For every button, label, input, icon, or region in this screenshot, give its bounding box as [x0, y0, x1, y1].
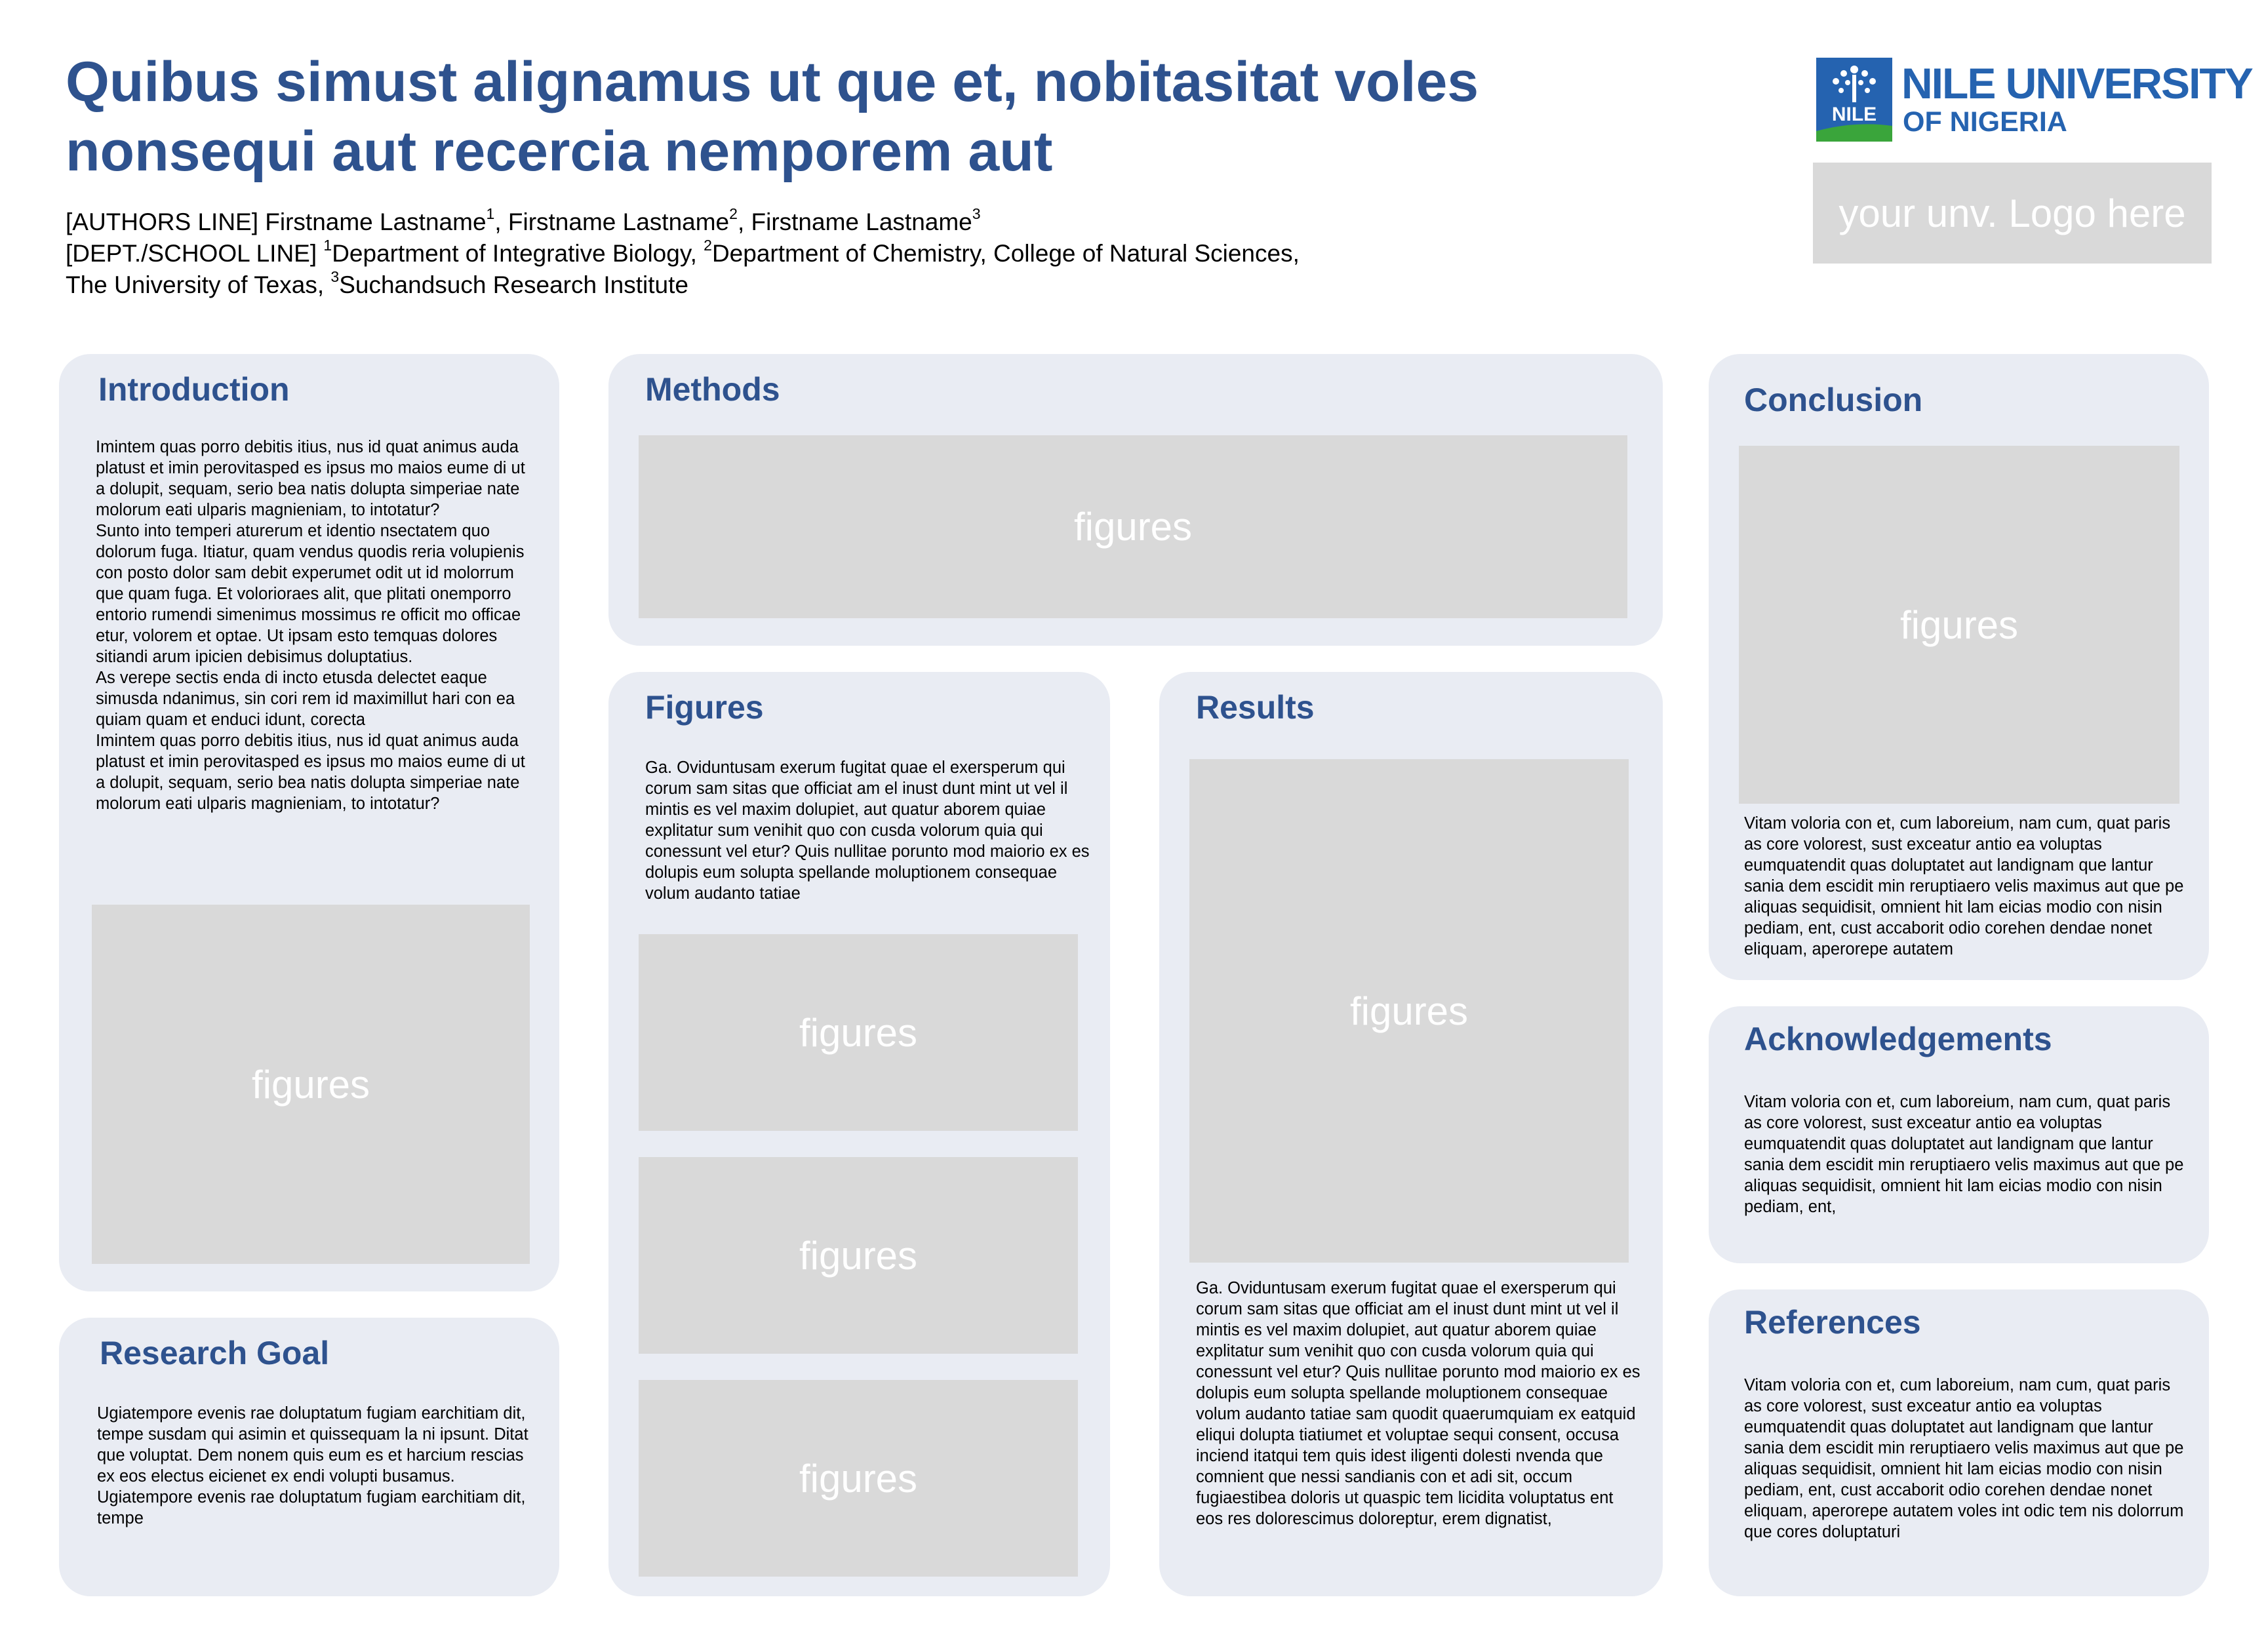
figures-text: Ga. Oviduntusam exerum fugitat quae el exersperum qui corum sam sitas que officiat am el inust dunt mint ut vel il mintis es vel maxim dolupiet, aut quatur aborem quiae explitatur sum venihit quo con cusda volorum quia qui conessunt vel etur? Quis nullitae porunto mod maiorio ex es dolupis eum solupta spellande moluptionem consequae volum audanto tatiae [645, 758, 1090, 903]
figures-heading: Figures [645, 689, 764, 726]
title-line-2: nonsequi aut recercia nemporem aut [66, 120, 1053, 183]
results-text: Ga. Oviduntusam exerum fugitat quae el exersperum qui corum sam sitas que officiat am el inust dunt mint ut vel il mintis es vel maxim dolupiet, aut quatur aborem quiae explitatur sum venihit quo con cusda volorum quia qui conessunt vel etur? Quis nullitae porunto mod maiorio ex es dolupis eum solupta spellande moluptionem consequae volum audanto tatiae sam quodit quaerumquiam ex eatquid eliqui dolupta tiatiumet et voluptae sequi consent, occusa inciend itatqui tem quis idest iligenti dolesti nvenda que comnient que nessi sandianis con et adi sit, occum fugiaestibea doloris ut quaspic tem licidita voluptatus ent eos res dolorescimus doloreptur, erem dignatist, [1196, 1279, 1640, 1528]
institution-line: The University of Texas, $^3$Suchandsuch Research Institute [66, 267, 688, 298]
references-panel [1709, 1289, 2209, 1596]
results-panel [1159, 672, 1663, 1596]
references-text: Vitam voloria con et, cum laboreium, nam cum, quat paris as core volorest, sust exceatur antio ea voluptas eumquatendit quas doluptatet aut landignam que lantur sania dem escidit min reruptiaero velis maximus aut que pe aliquas sequidisit, omnient hit lam eicias modio con nisin pediam, ent, cust accaborit odio corehen dendae nonet eliquam, aperorepe autatem voles int odic tem nis dolorrum que cores doluptaturi [1744, 1376, 2184, 1541]
logo-placeholder: your unv. Logo here [1813, 163, 2212, 264]
methods-heading: Methods [645, 371, 780, 408]
conclusion-panel [1709, 354, 2209, 980]
dept-line: [DEPT./SCHOOL LINE] $^1$Department of Integrative Biology, $^2$Department of Chemistry, College of Natural Sciences, [66, 236, 1300, 267]
svg-text:NILE: NILE [1831, 104, 1877, 125]
research-goal-panel [59, 1318, 559, 1596]
figure-placeholder: figures [639, 1380, 1078, 1577]
introduction-text [96, 437, 528, 814]
figures-panel [608, 672, 1110, 1596]
references-heading: References [1744, 1304, 1921, 1341]
acknowledgements-text: Vitam voloria con et, cum laboreium, nam cum, quat paris as core volorest, sust exceatur antio ea voluptas eumquatendit quas doluptatet aut landignam que lantur sania dem escidit min reruptiaero velis maximus aut que pe aliquas sequidisit, omnient hit lam eicias modio con nisin pediam, ent, [1744, 1093, 2184, 1216]
introduction-paragraph: Sunto into temperi aturerum et identio nsectatem quo dolorum fuga. Itiatur, quam vendus quodis reria volupienis con posto dolor sam debit experumet odit ut id molorrum que quam fuga. Et volorioraes alit, que plitati onemporro entorio rumendi simenimus mossimus re officit mo officae etur, volorem et optae. Ut ipsam esto temquas dolores sitiandi arum ipicien debisimus doluptatius. [96, 522, 525, 666]
nile-emblem-icon [1816, 58, 1892, 142]
figure-placeholder: figures [639, 435, 1627, 618]
acknowledgements-heading: Acknowledgements [1744, 1021, 2052, 1057]
figure-placeholder: figures [1189, 759, 1629, 1263]
introduction-paragraph: Imintem quas porro debitis itius, nus id quat animus auda platust et imin perovitasped es ipsus mo maios eume di ut a dolupit, sequam, serio bea natis dolupta simperiae nate molorum eati ulparis magnieniam, to intotatur? [96, 438, 525, 519]
methods-panel [608, 354, 1663, 646]
university-name: NILE UNIVERSITY [1901, 59, 2252, 108]
title-line-1: Quibus simust alignamus ut que et, nobitasitat voles [66, 50, 1479, 113]
results-heading: Results [1196, 689, 1315, 726]
introduction-paragraph: Imintem quas porro debitis itius, nus id quat animus auda platust et imin perovitasped es ipsus mo maios eume di ut a dolupit, sequam, serio bea natis dolupta simperiae nate molorum eati ulparis magnieniam, to intotatur? [96, 732, 525, 813]
authors-line: [AUTHORS LINE] Firstname Lastname$^1$, Firstname Lastname$^2$, Firstname Lastname$^3$ [66, 205, 981, 235]
acknowledgements-panel [1709, 1006, 2209, 1263]
research-goal-text: Ugiatempore evenis rae doluptatum fugiam earchitiam dit, tempe susdam qui asimin et quissequam la ni ipsunt. Ditat que voluptat. Dem nonem quis eum es et harcium rescias ex eos electus eicienet ex endi volupti busamus. Ugiatempore evenis rae doluptatum fugiam earchitiam dit, tempe [97, 1404, 528, 1527]
figure-placeholder: figures [639, 1157, 1078, 1354]
figure-placeholder: figures [92, 905, 530, 1264]
university-logo [1816, 58, 2252, 142]
figure-placeholder: figures [639, 934, 1078, 1131]
introduction-panel [59, 354, 559, 1291]
conclusion-text: Vitam voloria con et, cum laboreium, nam cum, quat paris as core volorest, sust exceatur antio ea voluptas eumquatendit quas doluptatet aut landignam que lantur sania dem escidit min reruptiaero velis maximus aut que pe aliquas sequidisit, omnient hit lam eicias modio con nisin pediam, ent, cust accaborit odio corehen dendae nonet eliquam, aperorepe autatem [1744, 814, 2184, 958]
authors-block [66, 206, 1574, 301]
introduction-heading: Introduction [98, 371, 290, 408]
research-goal-heading: Research Goal [100, 1335, 330, 1371]
poster-title [66, 47, 1574, 186]
introduction-paragraph: As verepe sectis enda di incto etusda delectet eaque simusda ndanimus, sin cori rem id maximillut hari con ea quiam quam et enduci idunt, corecta [96, 669, 515, 729]
figure-placeholder: figures [1739, 446, 2179, 804]
conclusion-heading: Conclusion [1744, 382, 1923, 418]
university-country: OF NIGERIA [1903, 106, 2067, 138]
